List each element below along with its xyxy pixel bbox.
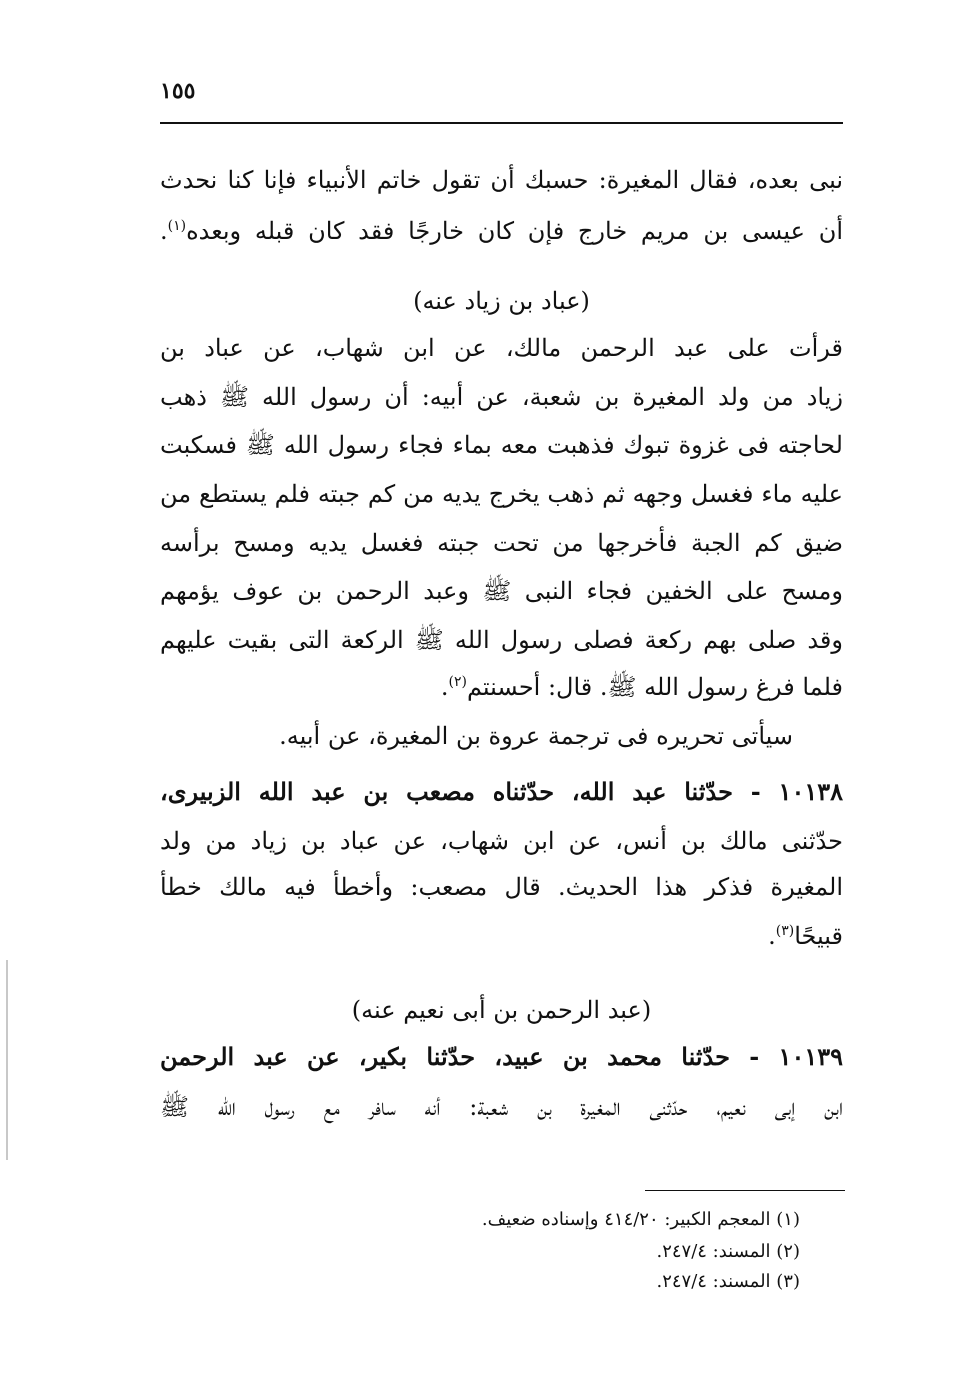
- text-line-content: ابن إبى نعيم، حدّثنى المغيرة بن شعبة: أنه سافر مع رسول الله ﷺ: [160, 1093, 843, 1121]
- text-line: [160, 523, 843, 563]
- text-line-content: نبى بعده، فقال المغيرة: حسبك أن تقول خاتم الأنبياء فإنا كنا نحدث: [160, 166, 843, 194]
- hadith-line: ١٠١٣٩ - حدّثنا محمد بن عبيد، حدّثنا بكير، عن عبد الرحمن: [160, 1042, 843, 1071]
- text-line: [160, 160, 843, 200]
- header-rule: [160, 122, 843, 124]
- text-line-content: قبيحًا: [794, 922, 843, 950]
- text-line-content: وقد صلى بهم ركعة فصلى رسول الله ﷺ الركعة التى بقيت عليهم: [160, 626, 843, 654]
- page-number: ١٥٥: [160, 78, 196, 104]
- text-line-content: أن عيسى بن مريم خارج فإن كان خارجًا فقد كان قبله وبعده: [186, 217, 843, 245]
- text-line: [160, 1037, 843, 1077]
- text-line: [160, 821, 843, 861]
- section-heading: (عبد الرحمن بن أبى نعيم عنه): [351, 996, 652, 1024]
- text-line: [160, 377, 843, 417]
- text-line-content: ومسح على الخفين فجاء النبى ﷺ وعبد الرحمن بن عوف يؤمهم: [160, 577, 843, 605]
- sentence-end: .: [768, 922, 776, 950]
- hadith-line: ١٠١٣٨ - حدّثنا عبد الله، حدّثناه مصعب بن عبد الله الزبيرى،: [160, 777, 843, 806]
- text-line: [160, 425, 843, 465]
- text-line: [160, 328, 843, 368]
- text-line-content: زياد من ولد المغيرة بن شعبة، عن أبيه: أن رسول الله ﷺ ذهب: [160, 383, 843, 411]
- footnote-marker: (٢): [448, 674, 467, 690]
- text-line: [160, 620, 843, 660]
- footnote-marker: (٣): [775, 923, 795, 939]
- footnote: (٢) المسند: ٢٤٧/٤.: [656, 1241, 800, 1262]
- text-line-content: حدّثنى مالك بن أنس، عن ابن شهاب، عن عباد بن زياد من ولد: [160, 827, 843, 855]
- text-line-content: لحاجته فى غزوة تبوك فذهبت معه بماء فجاء رسول الله ﷺ فسكبت: [160, 431, 843, 459]
- footnote-rule: [645, 1190, 845, 1191]
- section-heading: (عباد بن زياد عنه): [413, 287, 590, 315]
- footnote-marker: (١): [167, 218, 187, 234]
- scan-edge-mark: [6, 960, 8, 1160]
- text-line-content: فلما فرغ رسول الله ﷺ. قال: أحسنتم: [466, 673, 843, 701]
- footnote: (١) المعجم الكبير: ٤١٤/٢٠ وإسناده ضعيف.: [481, 1209, 800, 1230]
- sentence-end: .: [440, 673, 449, 701]
- text-line: [160, 1087, 843, 1127]
- text-line: [160, 772, 843, 812]
- text-line: [160, 667, 843, 707]
- text-line: [160, 867, 843, 907]
- text-line: [160, 474, 843, 514]
- sentence-end: .: [160, 217, 168, 245]
- text-line-content: قرأت على عبد الرحمن مالك، عن ابن شهاب، عن عباد بن: [160, 334, 843, 362]
- footnote: (٣) المسند: ٢٤٧/٤.: [656, 1271, 800, 1292]
- text-line-content: عليه ماء فغسل وجهه ثم ذهب يخرج يديه من كم جبته فلم يستطع من: [160, 480, 843, 508]
- text-line: [160, 211, 843, 251]
- text-line: [160, 571, 843, 611]
- text-line-content: ضيق كم الجبة فأخرجها من تحت جبته فغسل يديه ومسح برأسه: [160, 529, 844, 557]
- text-line: [160, 716, 843, 756]
- text-line: [160, 916, 843, 956]
- text-line-content: سيأتى تحريره فى ترجمة عروة بن المغيرة، عن أبيه.: [279, 722, 793, 750]
- text-line-content: المغيرة فذكر هذا الحديث. قال مصعب: وأخطأ فيه مالك خطأ: [160, 873, 843, 901]
